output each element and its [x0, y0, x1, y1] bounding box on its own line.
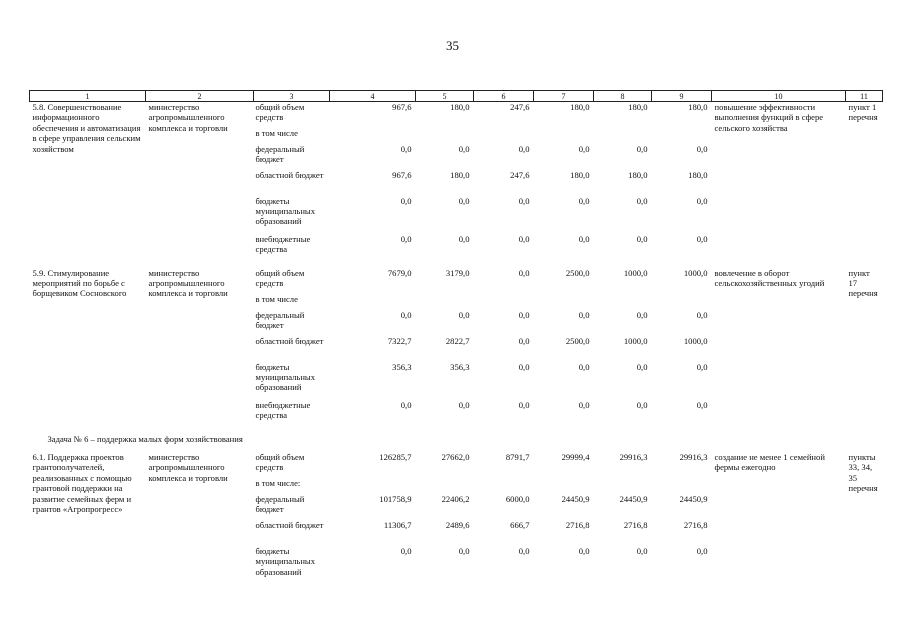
funding-source: областной бюджет [255, 169, 324, 180]
amount-cell: 24450,9 [561, 493, 590, 504]
reference: пункт 1 перечня [848, 102, 878, 123]
amount-cell [330, 294, 416, 310]
amount-cell: 0,0 [578, 143, 590, 154]
col-header-6: 6 [474, 91, 534, 102]
amount-cell: 0,0 [518, 195, 530, 206]
amount-cell: 1000,0 [683, 267, 708, 278]
amount-cell: 0,0 [696, 545, 708, 556]
amount-cell [594, 294, 652, 310]
funding-source: федеральный бюджет [255, 143, 305, 164]
amount-cell: 0,0 [696, 399, 708, 410]
amount-cell: 2489,6 [445, 519, 470, 530]
col-header-3: 3 [254, 91, 330, 102]
amount-cell [474, 128, 534, 144]
amount-cell: 0,0 [696, 309, 708, 320]
funding-source: внебюджетные средства [255, 233, 311, 254]
amount-cell: 0,0 [400, 195, 412, 206]
table-row [30, 268, 883, 294]
amount-cell: 0,0 [458, 195, 470, 206]
table-row [30, 102, 883, 128]
amount-cell: 0,0 [518, 361, 530, 372]
amount-cell: 2716,8 [683, 519, 708, 530]
funding-source: общий объем средств [255, 267, 305, 288]
amount-cell: 24450,9 [619, 493, 648, 504]
amount-cell: 1000,0 [623, 335, 648, 346]
column-numbers-header [30, 91, 883, 102]
amount-cell: 0,0 [636, 195, 648, 206]
amount-cell: 0,0 [578, 309, 590, 320]
col-header-11: 11 [846, 91, 883, 102]
amount-cell: 0,0 [696, 361, 708, 372]
program-table [29, 90, 883, 584]
amount-cell: 180,0 [450, 102, 470, 112]
amount-cell [534, 294, 594, 310]
amount-cell [534, 128, 594, 144]
amount-cell: 666,7 [510, 519, 530, 530]
funding-source: бюджеты муниципальных образований [255, 545, 315, 577]
amount-cell: 29999,4 [561, 451, 590, 462]
col-header-4: 4 [330, 91, 416, 102]
amount-cell: 101758,9 [379, 493, 412, 504]
amount-cell: 180,0 [688, 169, 708, 180]
amount-cell: 0,0 [518, 399, 530, 410]
amount-cell: 0,0 [696, 143, 708, 154]
amount-cell: 0,0 [400, 545, 412, 556]
task-heading-row [30, 426, 883, 452]
amount-cell: 0,0 [578, 195, 590, 206]
amount-cell [474, 294, 534, 310]
amount-cell [416, 294, 474, 310]
amount-cell: 126285,7 [379, 451, 412, 462]
amount-cell: 2500,0 [565, 335, 590, 346]
amount-cell: 22406,2 [441, 493, 470, 504]
amount-cell: 180,0 [688, 102, 708, 112]
amount-cell: 2822,7 [445, 335, 470, 346]
funding-source: бюджеты муниципальных образований [255, 195, 315, 227]
funding-source: федеральный бюджет [255, 309, 305, 330]
amount-cell: 0,0 [400, 143, 412, 154]
amount-cell: 0,0 [518, 335, 530, 346]
amount-cell [652, 478, 712, 494]
amount-cell: 0,0 [518, 143, 530, 154]
amount-cell: 0,0 [400, 309, 412, 320]
amount-cell: 0,0 [636, 143, 648, 154]
amount-cell: 247,6 [510, 169, 530, 180]
amount-cell: 0,0 [458, 399, 470, 410]
funding-source: внебюджетные средства [255, 399, 311, 420]
amount-cell: 29916,3 [679, 451, 708, 462]
table-body [30, 102, 883, 584]
col-header-10: 10 [712, 91, 846, 102]
amount-cell: 0,0 [696, 233, 708, 244]
spacer [30, 260, 883, 268]
amount-cell: 0,0 [578, 545, 590, 556]
amount-cell: 0,0 [458, 233, 470, 244]
col-header-8: 8 [594, 91, 652, 102]
amount-cell [474, 478, 534, 494]
funding-source: общий объем средств [255, 451, 305, 473]
amount-cell: 0,0 [518, 267, 530, 278]
amount-cell: 356,3 [450, 361, 470, 372]
col-header-5: 5 [416, 91, 474, 102]
amount-cell: 6000,0 [505, 493, 530, 504]
funding-source: бюджеты муниципальных образований [255, 361, 315, 393]
amount-cell: 0,0 [696, 195, 708, 206]
amount-cell: 7679,0 [387, 267, 412, 278]
amount-cell [416, 128, 474, 144]
amount-cell: 0,0 [578, 399, 590, 410]
amount-cell: 1000,0 [623, 267, 648, 278]
amount-cell [652, 128, 712, 144]
col-header-9: 9 [652, 91, 712, 102]
amount-cell: 180,0 [628, 102, 648, 112]
col-header-1: 1 [30, 91, 146, 102]
funding-source: областной бюджет [255, 519, 324, 530]
amount-cell: 0,0 [458, 309, 470, 320]
amount-cell: 247,6 [510, 102, 530, 112]
task-heading: Задача № 6 – поддержка малых форм хозяйствования [47, 433, 243, 444]
col-header-7: 7 [534, 91, 594, 102]
amount-cell: 27662,0 [441, 451, 470, 462]
amount-cell [416, 478, 474, 494]
measure-name: 5.8. Совершенствование информационного обеспечения и автоматизация в сфере управления сельским хозяйством [32, 102, 141, 154]
executor: министерство агропромышленного комплекса и торговли [148, 267, 228, 299]
amount-cell: 0,0 [458, 143, 470, 154]
amount-cell [594, 478, 652, 494]
amount-cell: 2500,0 [565, 267, 590, 278]
amount-cell: 0,0 [636, 399, 648, 410]
expected-result: повышение эффективности выполнения функций в сфере сельского хозяйства [714, 102, 824, 133]
expected-result: создание не менее 1 семейной фермы ежегодно [714, 451, 825, 473]
amount-cell: 3179,0 [445, 267, 470, 278]
amount-cell: 0,0 [518, 545, 530, 556]
reference: пункты 33, 34, 35 перечня [848, 451, 878, 494]
amount-cell [594, 128, 652, 144]
executor: министерство агропромышленного комплекса и торговли [148, 102, 228, 133]
amount-cell: 0,0 [636, 309, 648, 320]
amount-cell: 8791,7 [505, 451, 530, 462]
reference: пункт 17 перечня [848, 267, 878, 299]
expected-result: вовлечение в оборот сельскохозяйственных угодий [714, 267, 825, 288]
spacer-row [30, 260, 883, 268]
measure-name: 6.1. Поддержка проектов грантополучателей, реализованных с помощью грантовой поддержки на развитие семейных ферм и грантов «Агропрогресс» [32, 451, 132, 514]
amount-cell: 0,0 [518, 233, 530, 244]
funding-source: общий объем средств [255, 102, 305, 123]
amount-cell: 180,0 [570, 102, 590, 112]
amount-cell: 180,0 [450, 169, 470, 180]
amount-cell: 967,6 [392, 102, 412, 112]
table-row [30, 452, 883, 478]
amount-cell [534, 478, 594, 494]
amount-cell: 29916,3 [619, 451, 648, 462]
amount-cell: 1000,0 [683, 335, 708, 346]
funding-source: федеральный бюджет [255, 493, 305, 515]
amount-cell: 0,0 [578, 233, 590, 244]
amount-cell: 0,0 [458, 545, 470, 556]
amount-cell: 11306,7 [383, 519, 412, 530]
amount-cell: 180,0 [570, 169, 590, 180]
amount-cell: 7322,7 [387, 335, 412, 346]
amount-cell [652, 294, 712, 310]
amount-cell [330, 128, 416, 144]
page-number: 35 [446, 38, 459, 53]
amount-cell: 967,6 [392, 169, 412, 180]
amount-cell: 180,0 [628, 169, 648, 180]
amount-cell: 356,3 [392, 361, 412, 372]
amount-cell: 0,0 [636, 545, 648, 556]
amount-cell: 0,0 [636, 361, 648, 372]
funding-source: в том числе [255, 127, 298, 138]
col-header-2: 2 [146, 91, 254, 102]
amount-cell [330, 478, 416, 494]
amount-cell: 0,0 [400, 233, 412, 244]
measure-name: 5.9. Стимулирование мероприятий по борьбе с борщевиком Сосновского [32, 267, 127, 299]
amount-cell: 0,0 [400, 399, 412, 410]
executor: министерство агропромышленного комплекса и торговли [148, 451, 228, 483]
funding-source: в том числе: [255, 477, 301, 488]
funding-source: областной бюджет [255, 335, 324, 346]
amount-cell: 0,0 [578, 361, 590, 372]
amount-cell: 24450,9 [679, 493, 708, 504]
funding-source: в том числе [255, 293, 298, 304]
amount-cell: 0,0 [518, 309, 530, 320]
amount-cell: 0,0 [636, 233, 648, 244]
amount-cell: 2716,8 [565, 519, 590, 530]
amount-cell: 2716,8 [623, 519, 648, 530]
